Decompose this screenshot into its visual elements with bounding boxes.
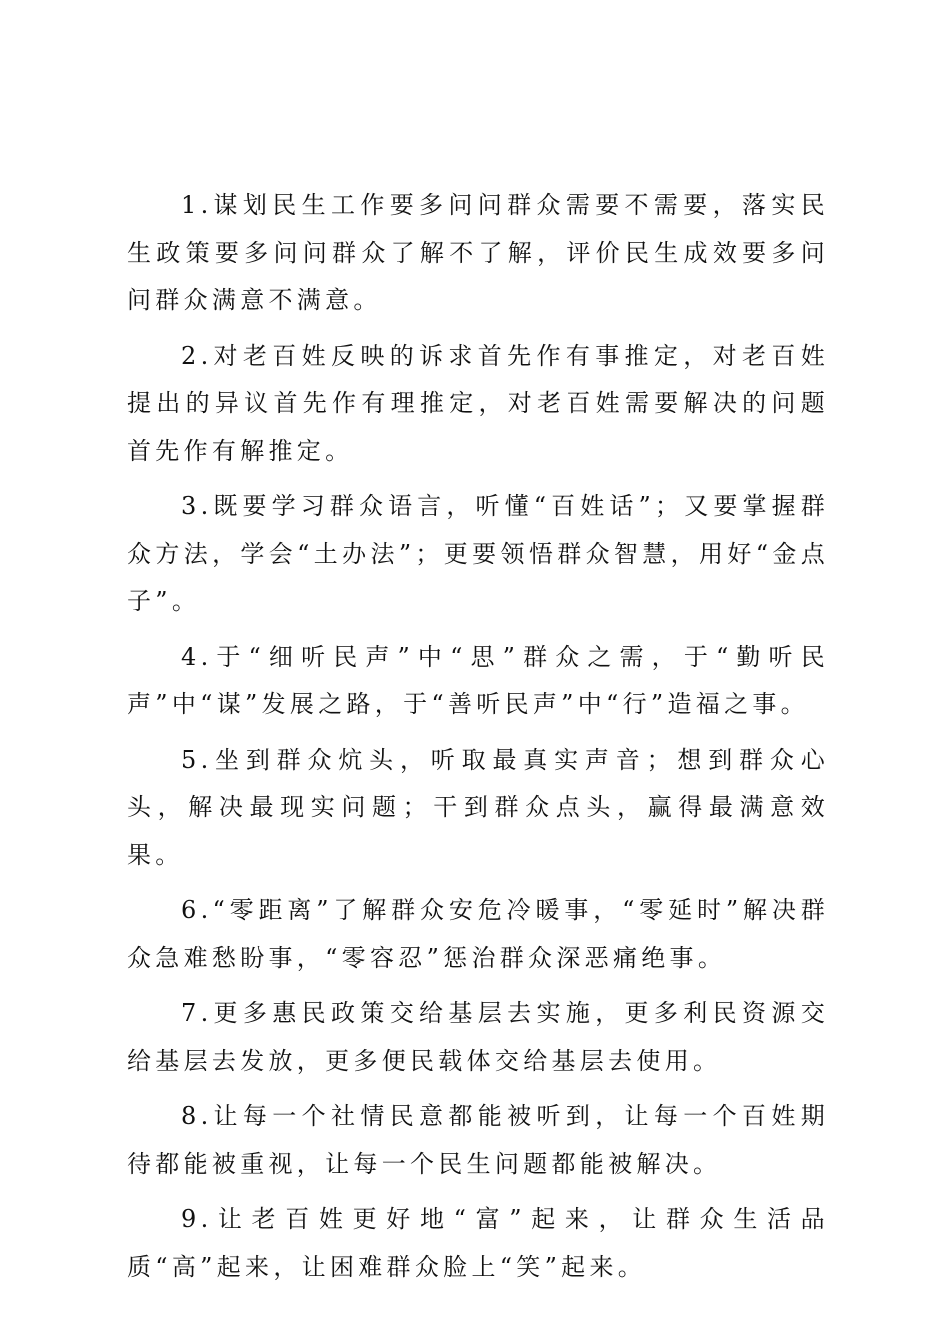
paragraph-8: 8.让每一个社情民意都能被听到，让每一个百姓期待都能被重视，让每一个民生问题都能被解决。 [127, 1102, 829, 1178]
paragraph-4: 4.于“细听民声”中“思”群众之需，于“勤听民声”中“谋”发展之路，于“善听民声”中“行”造福之事。 [127, 642, 829, 718]
paragraph-2: 2.对老百姓反映的诉求首先作有事推定，对老百姓提出的异议首先作有理推定，对老百姓需要解决的问题首先作有解推定。 [127, 341, 829, 465]
paragraph-6: 6.“零距离”了解群众安危冷暖事，“零延时”解决群众急难愁盼事，“零容忍”惩治群众深恶痛绝事。 [127, 896, 829, 972]
paragraph-3: 3.既要学习群众语言，听懂“百姓话”；又要掌握群众方法，学会“土办法”；更要领悟群众智慧，用好“金点子”。 [127, 492, 829, 615]
document-body [127, 182, 829, 1299]
paragraph-1: 1.谋划民生工作要多问问群众需要不需要，落实民生政策要多问问群众了解不了解，评价民生成效要多问问群众满意不满意。 [127, 191, 829, 314]
paragraph-5: 5.坐到群众炕头，听取最真实声音；想到群众心头，解决最现实问题；干到群众点头，赢得最满意效果。 [127, 745, 829, 869]
paragraph-7: 7.更多惠民政策交给基层去实施，更多利民资源交给基层去发放，更多便民载体交给基层去使用。 [127, 999, 829, 1075]
paragraph-9: 9.让老百姓更好地“富”起来，让群众生活品质“高”起来，让困难群众脸上“笑”起来。 [127, 1205, 829, 1281]
